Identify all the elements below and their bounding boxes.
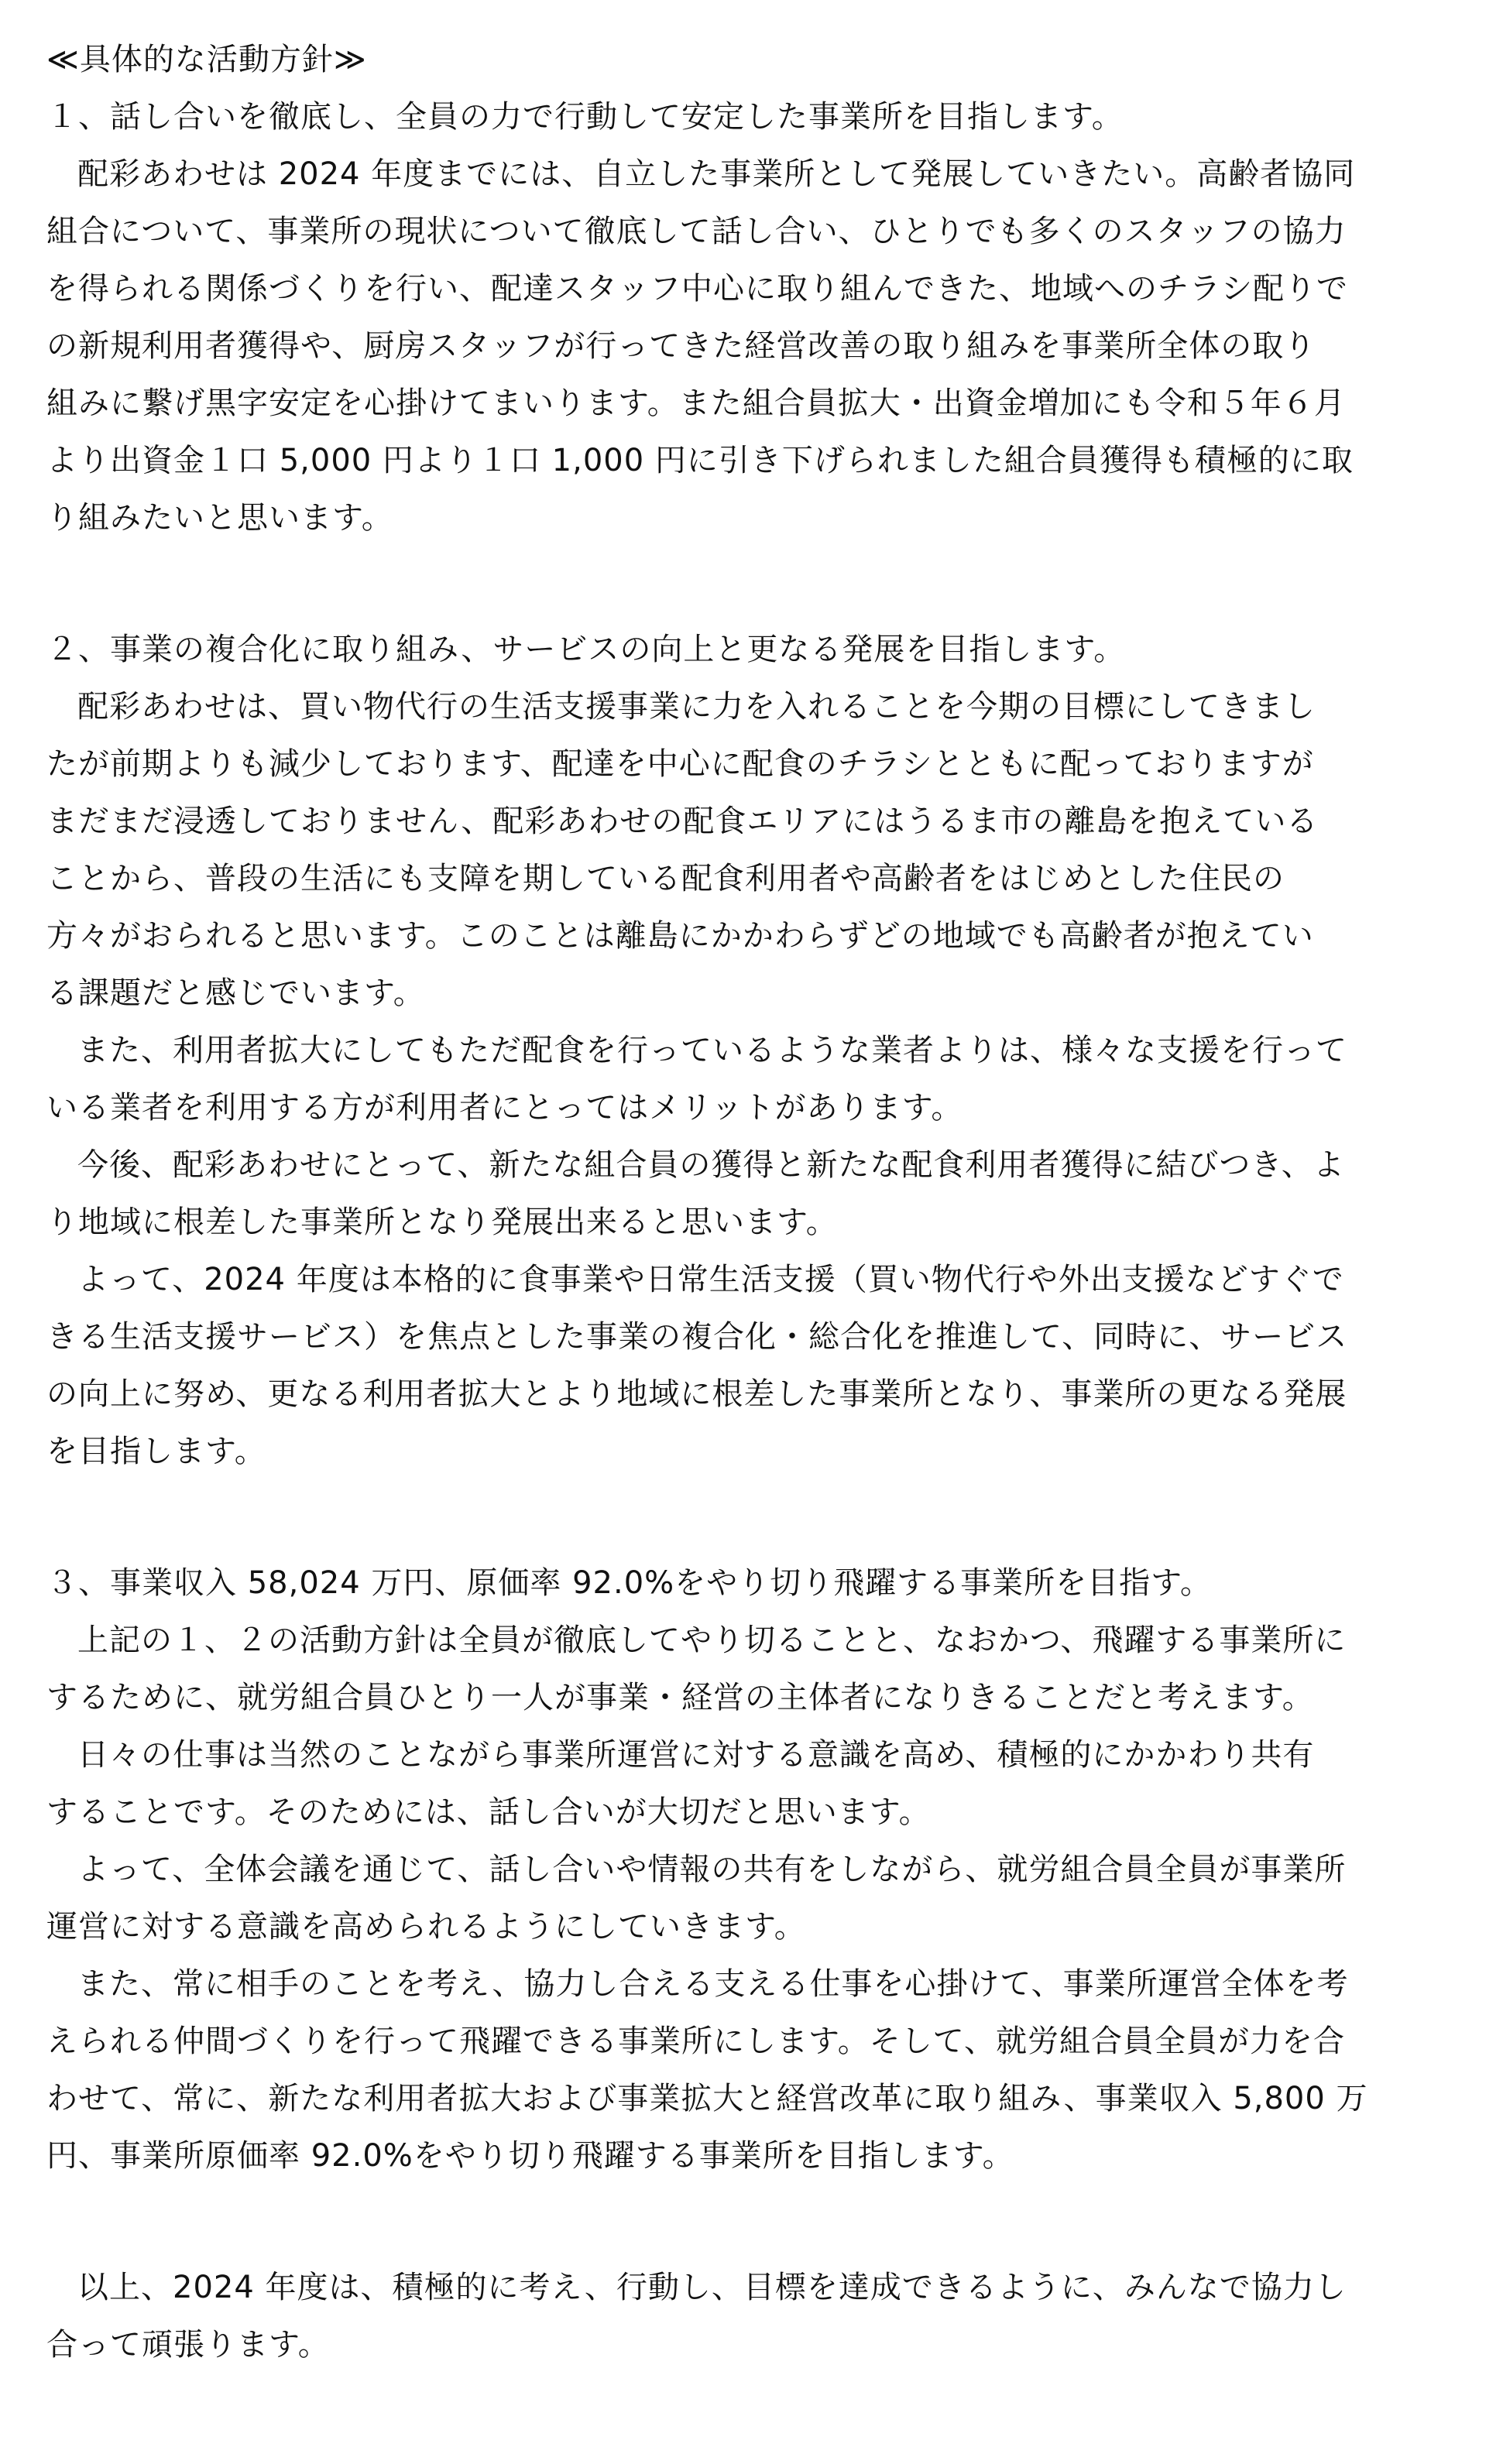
paragraph-line: また、常に相手のことを考え、協力し合える支える仕事を心掛けて、事業所運営全体を考 <box>77 1966 1349 2002</box>
paragraph-line: 組みに繋げ黒字安定を心掛けてまいります。また組合員拡大・出資金増加にも令和５年６月 <box>46 386 1346 421</box>
paragraph-line: 組合について、事業所の現状について徹底して話し合い、ひとりでも多くのスタッフの協力 <box>46 214 1347 249</box>
paragraph-line: えられる仲間づくりを行って飛躍できる事業所にします。そして、就労組合員全員が力を合 <box>46 2024 1345 2059</box>
paragraph <box>46 678 1433 1022</box>
paragraph <box>46 1022 1433 1136</box>
document-page <box>46 31 1433 2373</box>
paragraph-line: よって、2024 年度は本格的に食事業や日常生活支援（買い物代行や外出支援などすぐで <box>77 1262 1344 1297</box>
paragraph-line: わせて、常に、新たな利用者拡大および事業拡大と経営改革に取り組み、事業収入 5,800 万 <box>46 2081 1368 2116</box>
paragraph-line: を目指します。 <box>46 1434 266 1469</box>
paragraph-line: 今後、配彩あわせにとって、新たな組合員の獲得と新たな配食利用者獲得に結びつき、よ <box>77 1147 1345 1183</box>
paragraph-line: ことから、普段の生活にも支障を期している配食利用者や高齢者をはじめとした住民の <box>46 861 1285 896</box>
paragraph-line: を得られる関係づくりを行い、配達スタッフ中心に取り組んできた、地域へのチラシ配りで <box>46 271 1348 307</box>
paragraph-line: きる生活支援サービス）を焦点とした事業の複合化・総合化を推進して、同時に、サービス <box>46 1319 1348 1355</box>
paragraph-line: いる業者を利用する方が利用者にとってはメリットがあります。 <box>46 1090 963 1126</box>
paragraph <box>46 146 1433 547</box>
paragraph <box>46 1612 1433 1726</box>
section-2 <box>46 621 1433 1480</box>
paragraph-line: まだまだ浸透しておりません、配彩あわせの配食エリアにはうるま市の離島を抱えている <box>46 804 1319 839</box>
paragraph-line: 方々がおられると思います。このことは離島にかかわらずどの地域でも高齢者が抱えてい <box>46 918 1314 954</box>
paragraph-line: の新規利用者獲得や、厨房スタッフが行ってきた経営改善の取り組みを事業所全体の取り <box>46 328 1316 364</box>
section-spacer <box>46 547 1433 621</box>
paragraph-line: 配彩あわせは、買い物代行の生活支援事業に力を入れることを今期の目標にしてきまし <box>77 689 1316 725</box>
closing-paragraph <box>46 2259 1433 2373</box>
paragraph-line: 上記の１、２の活動方針は全員が徹底してやり切ることと、なおかつ、飛躍する事業所に <box>77 1623 1347 1658</box>
section-spacer <box>46 1480 1433 1554</box>
paragraph-line: よって、全体会議を通じて、話し合いや情報の共有をしながら、就労組合員全員が事業所 <box>77 1852 1347 1887</box>
paragraph <box>46 1841 1433 1955</box>
paragraph-line: 配彩あわせは 2024 年度までには、自立した事業所として発展していきたい。高齢者協同 <box>77 156 1356 192</box>
paragraph-line: また、利用者拡大にしてもただ配食を行っているような業者よりは、様々な支援を行って <box>77 1033 1347 1068</box>
paragraph-line: より出資金１口 5,000 円より１口 1,000 円に引き下げられました組合員獲得も積極的に取 <box>46 443 1354 478</box>
paragraph-line: る課題だと感じでいます。 <box>46 975 425 1011</box>
paragraph-line: 合って頑張ります。 <box>46 2327 330 2363</box>
section-spacer <box>46 2185 1433 2259</box>
paragraph-line: 日々の仕事は当然のことながら事業所運営に対する意識を高め、積極的にかかわり共有 <box>77 1737 1315 1773</box>
paragraph-line: り組みたいと思います。 <box>46 500 393 536</box>
page-heading: ≪具体的な活動方針≫ <box>46 42 367 77</box>
section-3 <box>46 1554 1433 2185</box>
section-1 <box>46 88 1433 547</box>
paragraph-line: することです。そのためには、話し合いが大切だと思います。 <box>46 1794 931 1830</box>
paragraph-line: の向上に努め、更なる利用者拡大とより地域に根差した事業所となり、事業所の更なる発展 <box>46 1376 1347 1412</box>
paragraph <box>46 1251 1433 1480</box>
paragraph-line: たが前期よりも減少しております、配達を中心に配食のチラシとともに配っておりますが <box>46 746 1314 782</box>
section-title: １、話し合いを徹底し、全員の力で行動して安定した事業所を目指します。 <box>46 99 1124 135</box>
section-title: ３、事業収入 58,024 万円、原価率 92.0%をやり切り飛躍する事業所を目指す。 <box>46 1565 1212 1601</box>
paragraph-line: 以上、2024 年度は、積極的に考え、行動し、目標を達成できるように、みんなで協力し <box>77 2270 1347 2305</box>
paragraph-line: り地域に根差した事業所となり発展出来ると思います。 <box>46 1205 838 1240</box>
paragraph-line: 運営に対する意識を高められるようにしていきます。 <box>46 1909 806 1945</box>
paragraph <box>46 1955 1433 2185</box>
section-title: ２、事業の複合化に取り組み、サービスの向上と更なる発展を目指します。 <box>46 632 1126 667</box>
paragraph-line: 円、事業所原価率 92.0%をやり切り飛躍する事業所を目指します。 <box>46 2138 1014 2174</box>
paragraph <box>46 1136 1433 1251</box>
paragraph-line: するために、就労組合員ひとり一人が事業・経営の主体者になりきることだと考えます。 <box>46 1680 1314 1715</box>
paragraph <box>46 1726 1433 1841</box>
